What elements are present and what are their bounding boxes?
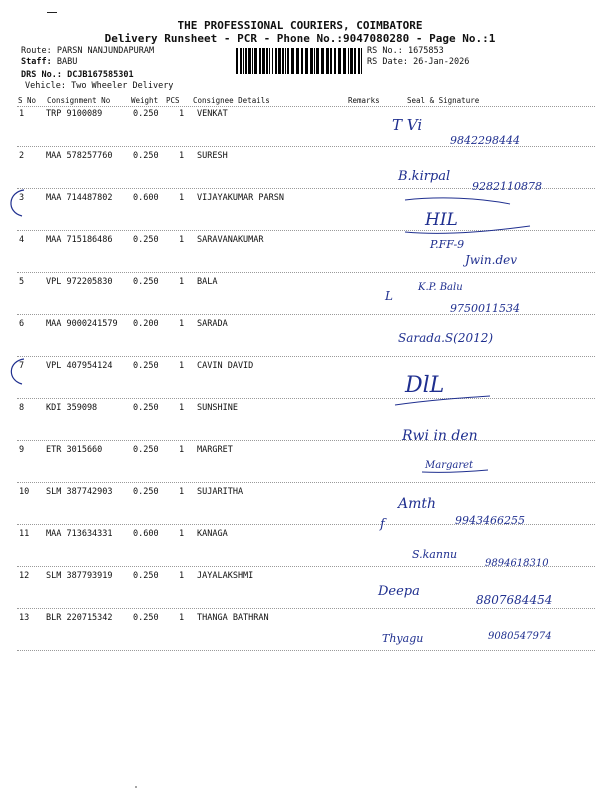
row-sno: 9 bbox=[19, 445, 25, 455]
signature-mark-row-10: f bbox=[380, 517, 385, 532]
pen-circle-marks bbox=[0, 0, 60, 400]
barcode-bar bbox=[236, 48, 238, 74]
row-weight: 0.250 bbox=[133, 613, 159, 623]
row-consignment-no: ETR 3015660 bbox=[46, 445, 103, 455]
barcode-bar bbox=[245, 48, 247, 74]
row-weight: 0.250 bbox=[133, 403, 159, 413]
signature-row-5: K.P. Balu bbox=[418, 282, 463, 293]
row-pcs: 1 bbox=[179, 529, 185, 539]
barcode-bar bbox=[269, 48, 270, 74]
barcode-bar bbox=[275, 48, 277, 74]
row-sno: 3 bbox=[19, 193, 25, 203]
vehicle-label: Vehicle: bbox=[25, 81, 66, 91]
circle-mark-row-3 bbox=[11, 190, 24, 216]
row-weight: 0.250 bbox=[133, 487, 159, 497]
row-pcs: 1 bbox=[179, 403, 185, 413]
col-header-remarks: Remarks bbox=[348, 96, 380, 105]
row-pcs: 1 bbox=[179, 109, 185, 119]
barcode-bar bbox=[278, 48, 281, 74]
barcode-bar bbox=[343, 48, 346, 74]
row-pcs: 1 bbox=[179, 361, 185, 371]
rs-no-value: 1675853 bbox=[407, 46, 444, 56]
barcode-bar bbox=[310, 48, 313, 74]
row-weight: 0.200 bbox=[133, 319, 159, 329]
signature-row-3: HIL bbox=[425, 210, 458, 230]
col-header-sno: S No bbox=[18, 96, 37, 105]
signature-row-8: Rwi in den bbox=[402, 428, 478, 444]
staff-label: Staff: bbox=[21, 57, 52, 67]
barcode-bar bbox=[240, 48, 242, 74]
barcode-bar bbox=[266, 48, 268, 74]
barcode-bar bbox=[291, 48, 294, 74]
barcode-bar bbox=[252, 48, 253, 74]
row-consignee: MARGRET bbox=[197, 445, 233, 455]
row-pcs: 1 bbox=[179, 235, 185, 245]
row-consignee: VENKAT bbox=[197, 109, 228, 119]
row-weight: 0.250 bbox=[133, 277, 159, 287]
row-consignee: BALA bbox=[197, 277, 218, 287]
rs-no-line bbox=[367, 46, 444, 56]
barcode-bar bbox=[334, 48, 336, 74]
row-sno: 12 bbox=[19, 571, 30, 581]
row-pcs: 1 bbox=[179, 445, 185, 455]
row-consignee: SURESH bbox=[197, 151, 228, 161]
row-consignee: JAYALAKSHMI bbox=[197, 571, 254, 581]
row-sno: 2 bbox=[19, 151, 25, 161]
barcode-bar bbox=[243, 48, 244, 74]
row-sno: 6 bbox=[19, 319, 25, 329]
row-consignment-no: SLM 387742903 bbox=[46, 487, 113, 497]
barcode-bar bbox=[330, 48, 332, 74]
rs-date-line bbox=[367, 57, 469, 67]
row-consignment-no: MAA 578257760 bbox=[46, 151, 113, 161]
row-consignment-no: MAA 713634331 bbox=[46, 529, 113, 539]
signature-row-7: DlL bbox=[405, 373, 445, 398]
barcode-bar bbox=[361, 48, 362, 74]
phone-row-11: 9894618310 bbox=[485, 558, 549, 569]
row-pcs: 1 bbox=[179, 571, 185, 581]
signature-row-1: T Vi bbox=[392, 116, 423, 134]
signature-row-4b: Jwin.dev bbox=[465, 253, 518, 267]
row-sno: 10 bbox=[19, 487, 30, 497]
staff-value: BABU bbox=[56, 57, 78, 67]
ink-stroke bbox=[405, 226, 530, 233]
row-sno: 7 bbox=[19, 361, 25, 371]
row-sno: 11 bbox=[19, 529, 30, 539]
signature-mark-row-5: L bbox=[385, 289, 393, 303]
row-consignment-no: VPL 407954124 bbox=[46, 361, 113, 371]
signature-row-9: Margaret bbox=[425, 460, 474, 471]
barcode-bar bbox=[314, 48, 315, 74]
signature-row-10: Amth bbox=[398, 496, 437, 512]
barcode-bar bbox=[321, 48, 324, 74]
phone-row-1: 9842298444 bbox=[450, 134, 520, 147]
row-consignment-no: TRP 9100089 bbox=[46, 109, 103, 119]
barcode-bar bbox=[348, 48, 349, 74]
row-consignment-no: MAA 714487802 bbox=[46, 193, 113, 203]
signature-row-6: Sarada.S(2012) bbox=[398, 331, 494, 345]
runsheet-subtitle: Delivery Runsheet - PCR - Phone No.:9047080280 - Page No.:1 bbox=[104, 32, 496, 45]
row-pcs: 1 bbox=[179, 487, 185, 497]
barcode-bar bbox=[301, 48, 303, 74]
route-label: Route: bbox=[21, 46, 52, 56]
signature-row-4a: P.FF-9 bbox=[430, 238, 465, 251]
drs-label: DRS No.: bbox=[21, 70, 62, 80]
signature-row-13: Thyagu bbox=[382, 632, 424, 645]
row-consignee: SARADA bbox=[197, 319, 228, 329]
row-consignee: VIJAYAKUMAR PARSN bbox=[197, 193, 284, 203]
row-sno: 5 bbox=[19, 277, 25, 287]
signature-row-2: B.kirpal bbox=[398, 169, 451, 184]
barcode-bar bbox=[316, 48, 319, 74]
barcode-bar bbox=[262, 48, 265, 74]
barcode-bar bbox=[305, 48, 308, 74]
row-consignee: KANAGA bbox=[197, 529, 228, 539]
phone-row-5: 9750011534 bbox=[450, 302, 520, 315]
company-title: THE PROFESSIONAL COURIERS, COIMBATORE bbox=[177, 19, 423, 32]
barcode-bar bbox=[272, 48, 273, 74]
dash-mark bbox=[47, 12, 57, 13]
barcode-bar bbox=[254, 48, 257, 74]
barcode-bar bbox=[248, 48, 251, 74]
phone-row-10: 9943466255 bbox=[455, 514, 525, 527]
row-pcs: 1 bbox=[179, 193, 185, 203]
row-weight: 0.600 bbox=[133, 193, 159, 203]
drs-value: DCJB167585301 bbox=[67, 70, 134, 80]
col-header-consignment: Consignment No bbox=[47, 96, 111, 105]
rs-no-label: RS No.: bbox=[367, 46, 403, 56]
barcode-bar bbox=[259, 48, 261, 74]
signature-row-11: S.kannu bbox=[412, 548, 458, 561]
row-pcs: 1 bbox=[179, 151, 185, 161]
row-weight: 0.250 bbox=[133, 235, 159, 245]
circle-mark-row-7 bbox=[11, 359, 24, 384]
rs-date-label: RS Date: bbox=[367, 57, 408, 67]
row-consignment-no: KDI 359098 bbox=[46, 403, 98, 413]
col-header-signature: Seal & Signature bbox=[407, 96, 480, 105]
row-pcs: 1 bbox=[179, 277, 185, 287]
row-consignee: SUNSHINE bbox=[197, 403, 238, 413]
row-weight: 0.250 bbox=[133, 361, 159, 371]
row-consignee: THANGA BATHRAN bbox=[197, 613, 269, 623]
row-sno: 13 bbox=[19, 613, 30, 623]
phone-row-13: 9080547974 bbox=[488, 631, 552, 642]
col-header-pcs: PCS bbox=[166, 96, 180, 105]
barcode-bar bbox=[287, 48, 289, 74]
signature-row-12: Deepa bbox=[378, 584, 420, 599]
row-sno: 8 bbox=[19, 403, 25, 413]
scan-speck bbox=[135, 786, 137, 788]
row-consignee: CAVIN DAVID bbox=[197, 361, 254, 371]
route-value: PARSN NANJUNDAPURAM bbox=[56, 46, 155, 56]
row-consignee: SARAVANAKUMAR bbox=[197, 235, 264, 245]
phone-row-12: 8807684454 bbox=[476, 593, 553, 607]
row-weight: 0.250 bbox=[133, 151, 159, 161]
col-header-weight: Weight bbox=[131, 96, 159, 105]
barcode-bar bbox=[296, 48, 299, 74]
barcode-bar bbox=[350, 48, 353, 74]
row-consignment-no: VPL 972205830 bbox=[46, 277, 113, 287]
row-consignment-no: BLR 220715342 bbox=[46, 613, 113, 623]
barcode-bar bbox=[338, 48, 341, 74]
vehicle-value: Two Wheeler Delivery bbox=[71, 81, 174, 91]
row-consignment-no: MAA 715186486 bbox=[46, 235, 113, 245]
row-weight: 0.250 bbox=[133, 445, 159, 455]
barcode-image bbox=[236, 48, 364, 74]
row-weight: 0.250 bbox=[133, 571, 159, 581]
row-consignment-no: SLM 387793919 bbox=[46, 571, 113, 581]
row-pcs: 1 bbox=[179, 613, 185, 623]
signature-column bbox=[350, 100, 595, 660]
col-header-consignee: Consignee Details bbox=[193, 96, 270, 105]
barcode-bar bbox=[326, 48, 329, 74]
barcode-bar bbox=[285, 48, 286, 74]
row-consignee: SUJARITHA bbox=[197, 487, 244, 497]
barcode-bar bbox=[354, 48, 356, 74]
barcode-bar bbox=[358, 48, 360, 74]
rs-date-value: 26-Jan-2026 bbox=[413, 57, 470, 67]
row-consignment-no: MAA 9000241579 bbox=[46, 319, 118, 329]
row-sno: 1 bbox=[19, 109, 25, 119]
row-weight: 0.250 bbox=[133, 109, 159, 119]
row-pcs: 1 bbox=[179, 319, 185, 329]
barcode-bar bbox=[282, 48, 284, 74]
row-weight: 0.600 bbox=[133, 529, 159, 539]
phone-row-2: 9282110878 bbox=[472, 180, 542, 193]
row-sno: 4 bbox=[19, 235, 25, 245]
ink-stroke bbox=[405, 198, 510, 204]
